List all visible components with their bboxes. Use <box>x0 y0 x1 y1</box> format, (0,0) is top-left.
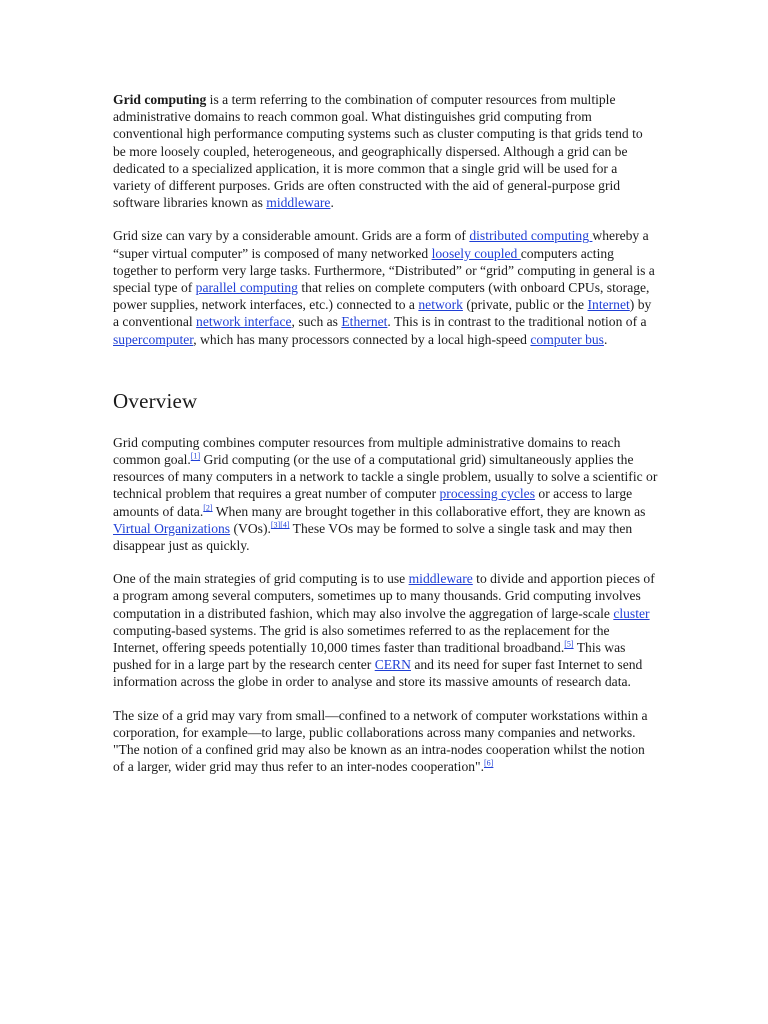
citation-6[interactable]: [6] <box>484 758 494 768</box>
link-network[interactable]: network <box>418 297 463 313</box>
link-middleware-2[interactable]: middleware <box>408 571 473 587</box>
overview-paragraph-3: The size of a grid may vary from small—confined to a network of computer workstations within a corporation, for example—to large, public collaborations across many companies and networks. "The notion of a confined grid may also be known as an intra-nodes cooperation whilst the notion of a larger, wider grid may thus refer to an inter-nodes cooperation".[6] <box>113 707 648 775</box>
link-cluster[interactable]: cluster <box>613 605 650 621</box>
overview-paragraph-1: Grid computing combines computer resources from multiple administrative domains to reach common goal.[1] Grid computing (or the use of a computational grid) simultaneously applies the resources of many computers in a network to tackle a single problem, usually to solve a scientific or technical problem that requires a great number of computer processing cycles or access to large amounts of data.[2] When many are brought together in this collaborative effort, they are known as Virtual Organizations (VOs).[3][4] These VOs may be formed to solve a single task and may then disappear just as quickly. <box>113 434 658 554</box>
link-internet[interactable]: Internet <box>587 297 630 313</box>
link-network-interface[interactable]: network interface <box>196 314 292 330</box>
link-loosely-coupled[interactable]: loosely coupled <box>431 245 521 261</box>
intro-paragraph-2: Grid size can vary by a considerable amount. Grids are a form of distributed computing whereby a “super virtual computer” is composed of many networked loosely coupled computers acting together to perform very large tasks. Furthermore, “Distributed” or “grid” computing in general is a special type of parallel computing that relies on complete computers (with onboard CPUs, storage, power supplies, network interfaces, etc.) connected to a network (private, public or the Internet) by a conventional network interface, such as Ethernet. This is in contrast to the traditional notion of a supercomputer, which has many processors connected by a local high-speed computer bus. <box>113 228 655 347</box>
link-ethernet[interactable]: Ethernet <box>341 314 388 330</box>
link-cern[interactable]: CERN <box>374 657 411 673</box>
term-grid-computing: Grid computing <box>113 92 207 107</box>
link-processing-cycles[interactable]: processing cycles <box>439 486 536 502</box>
citation-5[interactable]: [5] <box>564 639 574 649</box>
overview-paragraph-2: One of the main strategies of grid computing is to use middleware to divide and apportion pieces of a program among several computers, sometimes up to many thousands. Grid computing involves computation in a distributed fashion, which may also involve the aggregation of large-scale cluster computing-based systems. The grid is also sometimes referred to as the replacement for the Internet, offering speeds potentially 10,000 times faster than traditional broadband.[5] This was pushed for in a large part by the research center CERN and its need for super fast Internet to send information across the globe in order to analyse and store its massive amounts of research data. <box>113 571 655 690</box>
link-supercomputer[interactable]: supercomputer <box>113 331 194 347</box>
link-parallel-computing[interactable]: parallel computing <box>195 280 298 296</box>
link-virtual-organizations[interactable]: Virtual Organizations <box>113 520 231 536</box>
link-computer-bus[interactable]: computer bus <box>530 331 604 347</box>
section-heading-overview: Overview <box>113 388 198 413</box>
citation-2[interactable]: [2] <box>203 503 213 513</box>
citation-3-4[interactable]: [3][4] <box>270 520 290 530</box>
intro-paragraph-1: Grid computing is a term referring to the combination of computer resources from multiple administrative domains to reach common goal. What distinguishes grid computing from conventional high performance computing systems such as cluster computing is that grids tend to be more loosely coupled, heterogeneous, and geographically dispersed. Although a grid can be dedicated to a specialized application, it is more common that a single grid will be used for a variety of different purposes. Grids are often constructed with the aid of general-purpose grid software libraries known as middleware. <box>113 92 643 211</box>
link-middleware[interactable]: middleware <box>266 195 331 211</box>
link-distributed-computing[interactable]: distributed computing <box>469 228 593 244</box>
citation-1[interactable]: [1] <box>190 451 201 461</box>
document-page <box>113 91 658 792</box>
